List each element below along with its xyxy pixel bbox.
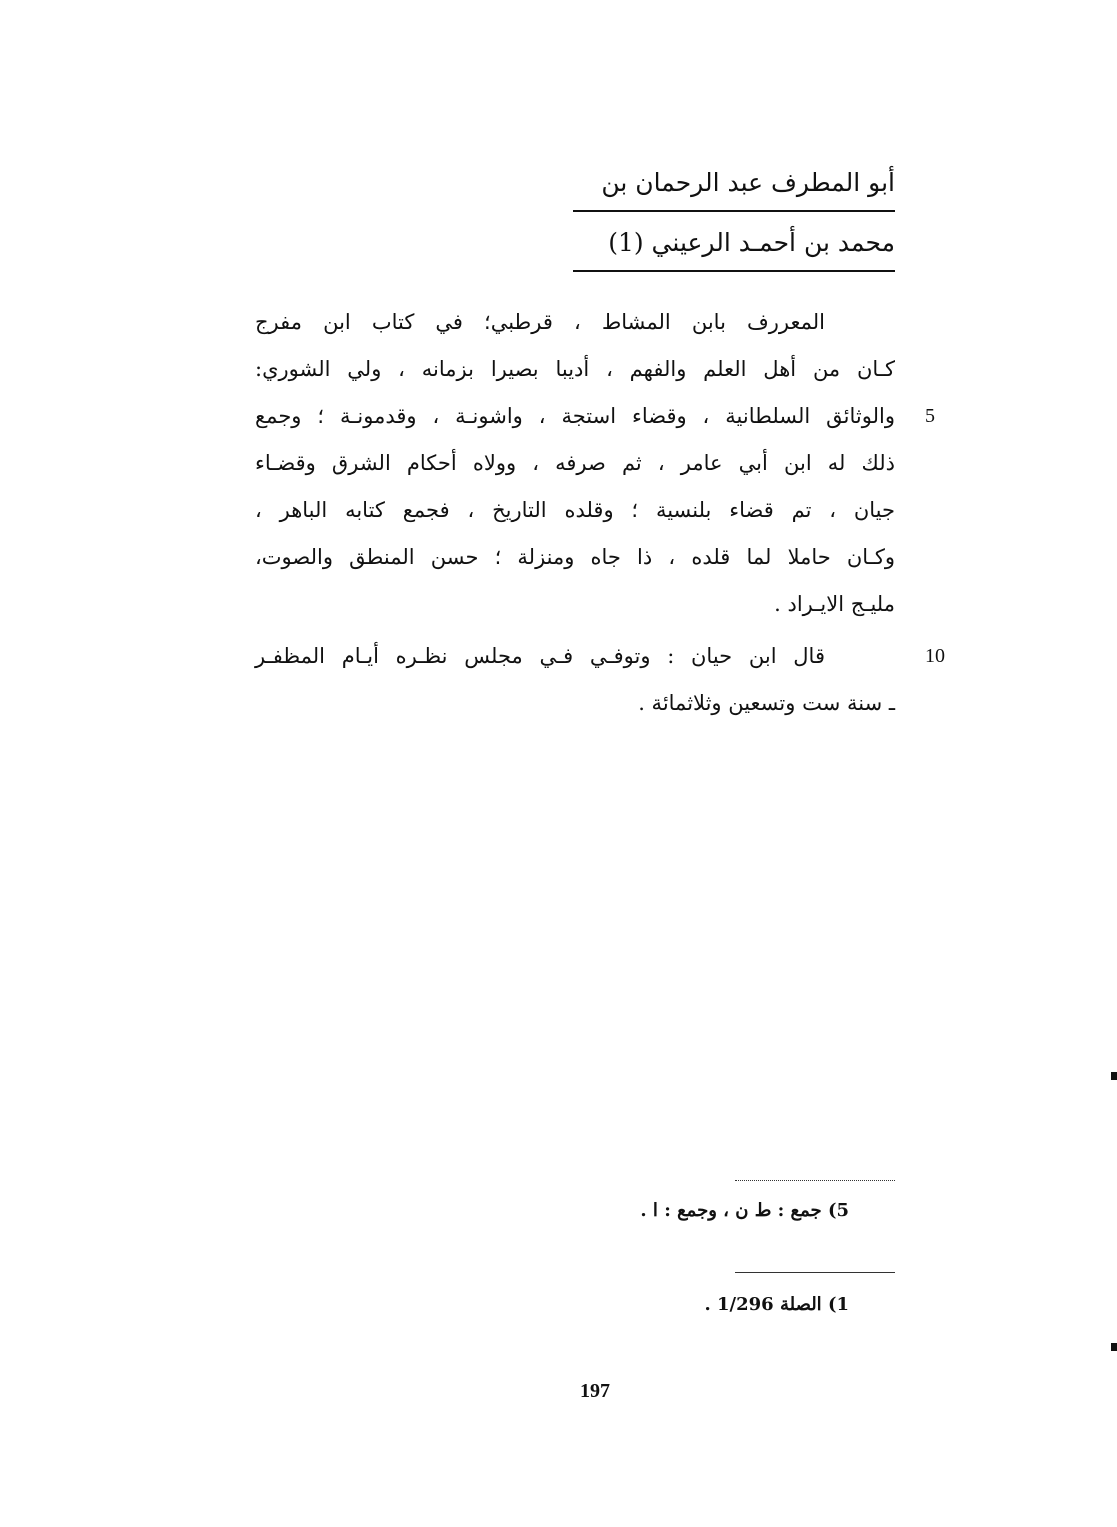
scan-edge-mark-2 (1111, 1343, 1117, 1351)
variant-footnote-rule (735, 1180, 895, 1181)
page-number: 197 (580, 1380, 610, 1402)
variant-footnote: 5) جمع : ط ن ، وجمع : ا . (640, 1200, 849, 1221)
source-footnote-rule (735, 1272, 895, 1273)
source-footnote: 1) الصلة 1/296 . (704, 1294, 849, 1315)
entry-title-line-1: أبو المطرف عبد الرحمان بن (601, 168, 895, 197)
body-line-4: ذلك له ابن أبي عامر ، ثم صرفه ، وولاه أحكام الشرق وقضـاء (255, 451, 895, 475)
entry-title-line-2: محمد بن أحمـد الرعيني (1) (608, 228, 895, 257)
body-line-8: قال ابن حيان : وتوفـي فـي مجلس نظـره أيـام المظفـر (255, 644, 825, 668)
title-underline-2 (573, 270, 895, 272)
line-number-10: 10 (925, 645, 945, 667)
title-underline-1 (573, 210, 895, 212)
line-number-5: 5 (925, 405, 935, 427)
body-line-5: جيان ، تم قضاء بلنسية ؛ وقلده التاريخ ، فجمع كتابه الباهر ، (255, 498, 895, 522)
body-line-3: والوثائق السلطانية ، وقضاء استجة ، واشونـة ، وقدمونـة ؛ وجمع (255, 404, 895, 428)
body-line-6: وكـان حاملا لما قلده ، ذا جاه ومنزلة ؛ حسن المنطق والصوت، (255, 545, 895, 569)
body-line-2: كـان من أهل العلم والفهم ، أديبا بصيرا بزمانه ، ولي الشوري: (255, 357, 895, 381)
body-line-7: مليـج الايـراد . (774, 592, 895, 616)
body-line-9: ـ سنة ست وتسعين وثلاثمائة . (638, 691, 895, 715)
body-line-1: المعررف بابن المشاط ، قرطبي؛ في كتاب ابن مفرج (255, 310, 825, 334)
scan-edge-mark-1 (1111, 1072, 1117, 1080)
